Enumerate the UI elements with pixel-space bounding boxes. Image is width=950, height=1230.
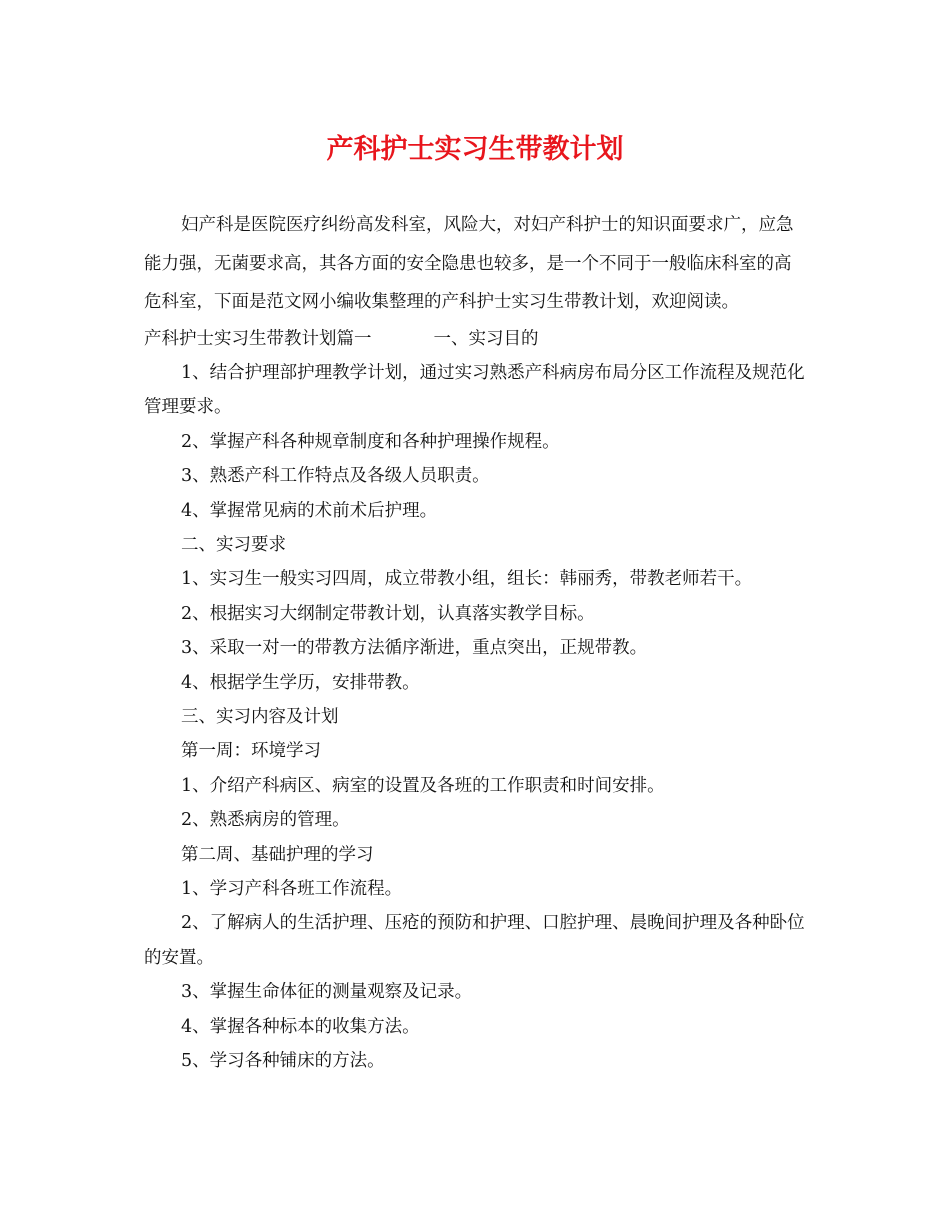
- goal-item-1: 1、结合护理部护理教学计划，通过实习熟悉产科病房布局分区工作流程及规范化管理要求。: [144, 362, 805, 418]
- content-heading: 三、实习内容及计划: [181, 706, 339, 727]
- requirement-item-4: 4、根据学生学历，安排带教。: [181, 672, 420, 693]
- week1-heading: 第一周：环境学习: [181, 741, 321, 762]
- intro-paragraph: 妇产科是医院医疗纠纷高发科室，风险大，对妇产科护士的知识面要求广，应急能力强，无菌要求高，其各方面的安全隐患也较多，是一个不同于一般临床科室的高危科室，下面是范文网小编收集整理的产科护士实习生带教计划，欢迎阅读。: [144, 215, 794, 312]
- week2-item-3: 3、掌握生命体征的测量观察及记录。: [181, 982, 473, 1003]
- requirement-item-2: 2、根据实习大纲制定带教计划，认真落实教学目标。: [181, 603, 595, 624]
- section-heading-line: [144, 322, 808, 356]
- requirement-item-1: 1、实习生一般实习四周，成立带教小组，组长：韩丽秀，带教老师若干。: [181, 569, 753, 590]
- goals-heading: 一、实习目的: [433, 328, 539, 349]
- requirement-item-3: 3、采取一对一的带教方法循序渐进，重点突出，正规带教。: [181, 638, 648, 659]
- goal-item-3: 3、熟悉产科工作特点及各级人员职责。: [181, 466, 490, 487]
- goal-item-2: 2、掌握产科各种规章制度和各种护理操作规程。: [181, 431, 560, 452]
- week2-item-4: 4、掌握各种标本的收集方法。: [181, 1016, 420, 1037]
- week2-item-1: 1、学习产科各班工作流程。: [181, 879, 403, 899]
- document-body: [144, 206, 808, 1078]
- section-part-label: 产科护士实习生带教计划篇一: [144, 328, 372, 349]
- week2-item-5: 5、学习各种铺床的方法。: [181, 1051, 385, 1072]
- week1-item-2: 2、熟悉病房的管理。: [181, 810, 350, 831]
- week2-heading: 第二周、基础护理的学习: [181, 844, 374, 865]
- week1-item-1: 1、介绍产科病区、病室的设置及各班的工作职责和时间安排。: [181, 775, 665, 796]
- page-title: 产科护士实习生带教计划: [326, 134, 624, 165]
- week2-item-2: 2、了解病人的生活护理、压疮的预防和护理、口腔护理、晨晚间护理及各种卧位的安置。: [144, 913, 805, 968]
- requirements-heading: 二、实习要求: [181, 534, 286, 555]
- goal-item-4: 4、掌握常见病的术前术后护理。: [181, 500, 438, 521]
